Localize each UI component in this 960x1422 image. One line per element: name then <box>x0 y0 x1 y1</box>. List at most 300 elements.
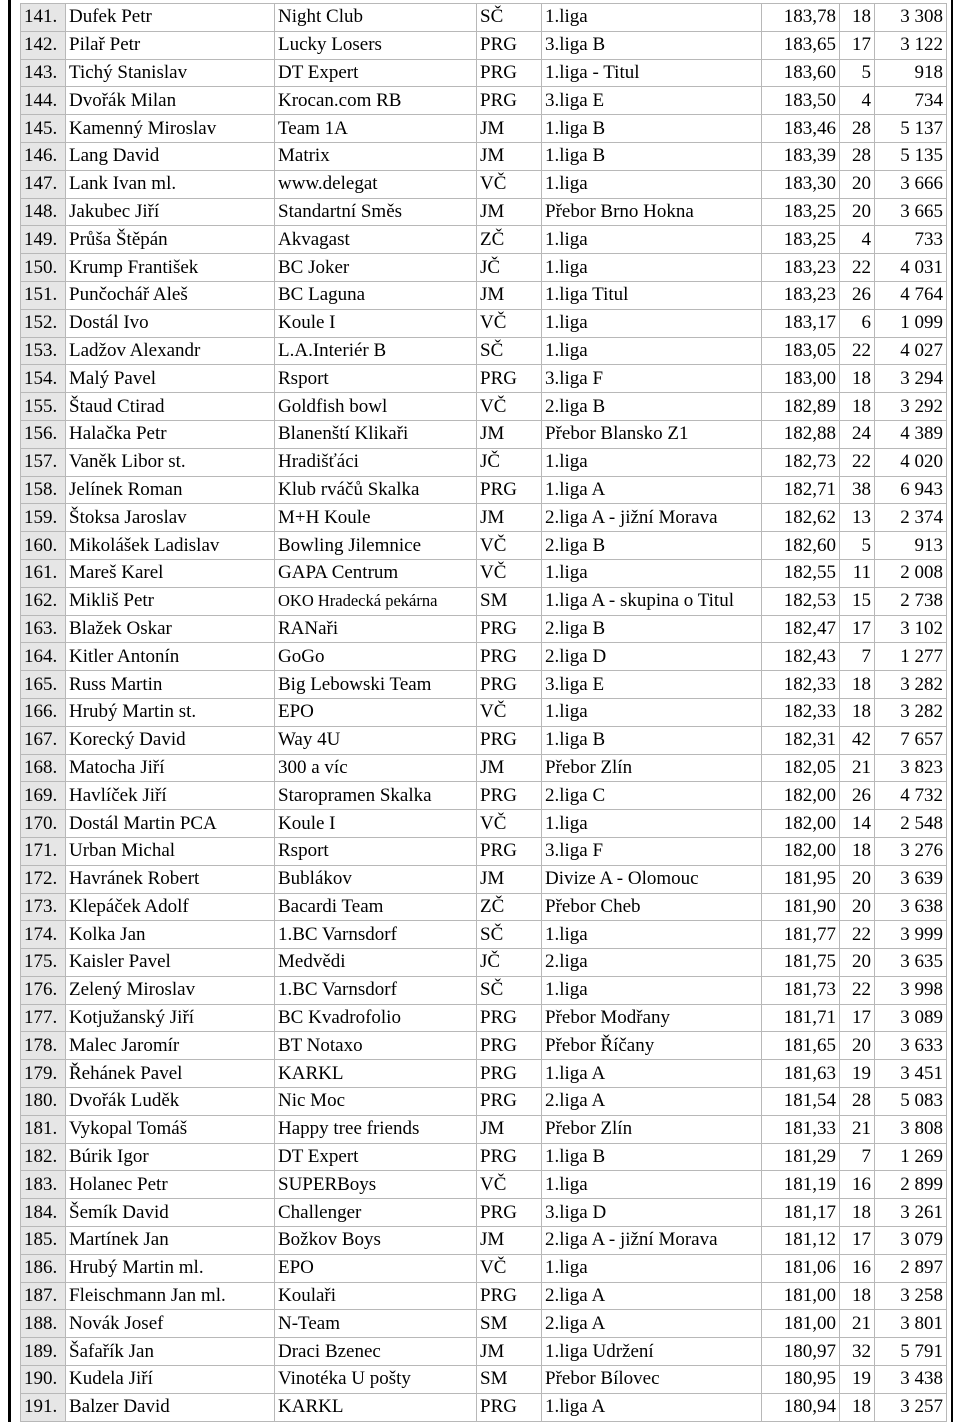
average-cell: 181,75 <box>762 949 840 977</box>
club-cell: Bacardi Team <box>275 893 477 921</box>
average-cell: 183,17 <box>762 309 840 337</box>
average-cell: 182,47 <box>762 615 840 643</box>
average-cell: 182,33 <box>762 698 840 726</box>
player-name-cell: Vaněk Libor st. <box>66 448 275 476</box>
table-row <box>21 671 947 699</box>
average-cell: 181,90 <box>762 893 840 921</box>
table-row <box>21 309 947 337</box>
total-score-cell: 2 738 <box>875 587 947 615</box>
rank-cell: 175. <box>21 949 66 977</box>
rank-cell: 166. <box>21 698 66 726</box>
player-name-cell: Pilař Petr <box>66 31 275 59</box>
games-count-cell: 22 <box>840 921 875 949</box>
table-row <box>21 921 947 949</box>
region-cell: SM <box>477 1310 542 1338</box>
total-score-cell: 3 261 <box>875 1199 947 1227</box>
club-cell: Matrix <box>275 142 477 170</box>
player-name-cell: Hrubý Martin st. <box>66 698 275 726</box>
player-name-cell: Řehánek Pavel <box>66 1060 275 1088</box>
rank-cell: 170. <box>21 810 66 838</box>
region-cell: JM <box>477 142 542 170</box>
table-row <box>21 254 947 282</box>
region-cell: VČ <box>477 393 542 421</box>
rank-cell: 159. <box>21 504 66 532</box>
average-cell: 183,78 <box>762 4 840 32</box>
table-row <box>21 1366 947 1394</box>
region-cell: PRG <box>477 1393 542 1421</box>
games-count-cell: 14 <box>840 810 875 838</box>
total-score-cell: 3 808 <box>875 1115 947 1143</box>
total-score-cell: 5 135 <box>875 142 947 170</box>
rank-cell: 174. <box>21 921 66 949</box>
games-count-cell: 11 <box>840 559 875 587</box>
league-cell: Přebor Bílovec <box>542 1366 762 1394</box>
table-row <box>21 115 947 143</box>
total-score-cell: 3 257 <box>875 1393 947 1421</box>
region-cell: VČ <box>477 698 542 726</box>
table-row <box>21 587 947 615</box>
total-score-cell: 2 008 <box>875 559 947 587</box>
table-row <box>21 504 947 532</box>
games-count-cell: 28 <box>840 142 875 170</box>
region-cell: JM <box>477 115 542 143</box>
games-count-cell: 18 <box>840 1393 875 1421</box>
club-cell: KARKL <box>275 1060 477 1088</box>
games-count-cell: 32 <box>840 1338 875 1366</box>
rank-cell: 152. <box>21 309 66 337</box>
player-name-cell: Kaisler Pavel <box>66 949 275 977</box>
player-name-cell: Malý Pavel <box>66 365 275 393</box>
club-cell: www.delegat <box>275 170 477 198</box>
region-cell: JM <box>477 1338 542 1366</box>
average-cell: 181,06 <box>762 1254 840 1282</box>
club-cell: OKO Hradecká pekárna <box>275 587 477 615</box>
league-cell: Přebor Modřany <box>542 1004 762 1032</box>
league-cell: 3.liga E <box>542 671 762 699</box>
club-cell: Standartní Směs <box>275 198 477 226</box>
rank-cell: 156. <box>21 420 66 448</box>
table-row <box>21 1171 947 1199</box>
club-cell: Klub rváčů Skalka <box>275 476 477 504</box>
club-cell: Big Lebowski Team <box>275 671 477 699</box>
player-name-cell: Holanec Petr <box>66 1171 275 1199</box>
club-cell: GoGo <box>275 643 477 671</box>
table-row <box>21 865 947 893</box>
table-row <box>21 476 947 504</box>
games-count-cell: 5 <box>840 532 875 560</box>
total-score-cell: 4 031 <box>875 254 947 282</box>
total-score-cell: 3 122 <box>875 31 947 59</box>
player-name-cell: Lank Ivan ml. <box>66 170 275 198</box>
average-cell: 181,12 <box>762 1227 840 1255</box>
average-cell: 181,73 <box>762 976 840 1004</box>
player-name-cell: Klepáček Adolf <box>66 893 275 921</box>
total-score-cell: 3 999 <box>875 921 947 949</box>
games-count-cell: 5 <box>840 59 875 87</box>
club-cell: Vinotéka U pošty <box>275 1366 477 1394</box>
club-cell: BC Laguna <box>275 281 477 309</box>
table-row <box>21 365 947 393</box>
region-cell: VČ <box>477 309 542 337</box>
rank-cell: 176. <box>21 976 66 1004</box>
region-cell: JČ <box>477 254 542 282</box>
region-cell: ZČ <box>477 893 542 921</box>
average-cell: 183,50 <box>762 87 840 115</box>
table-row <box>21 532 947 560</box>
table-row <box>21 393 947 421</box>
rank-cell: 144. <box>21 87 66 115</box>
club-cell: BC Joker <box>275 254 477 282</box>
ranking-table <box>20 3 947 1422</box>
league-cell: 1.liga <box>542 226 762 254</box>
league-cell: Přebor Zlín <box>542 754 762 782</box>
table-row <box>21 337 947 365</box>
club-cell: Božkov Boys <box>275 1227 477 1255</box>
table-row <box>21 281 947 309</box>
games-count-cell: 24 <box>840 420 875 448</box>
table-row <box>21 1254 947 1282</box>
player-name-cell: Punčochář Aleš <box>66 281 275 309</box>
total-score-cell: 2 899 <box>875 1171 947 1199</box>
table-row <box>21 1032 947 1060</box>
total-score-cell: 7 657 <box>875 726 947 754</box>
games-count-cell: 13 <box>840 504 875 532</box>
club-cell: Bowling Jilemnice <box>275 532 477 560</box>
player-name-cell: Průša Štěpán <box>66 226 275 254</box>
league-cell: Přebor Blansko Z1 <box>542 420 762 448</box>
player-name-cell: Havránek Robert <box>66 865 275 893</box>
total-score-cell: 1 269 <box>875 1143 947 1171</box>
rank-cell: 150. <box>21 254 66 282</box>
player-name-cell: Štaud Ctirad <box>66 393 275 421</box>
average-cell: 181,95 <box>762 865 840 893</box>
table-row <box>21 949 947 977</box>
table-row <box>21 1227 947 1255</box>
average-cell: 181,77 <box>762 921 840 949</box>
games-count-cell: 26 <box>840 281 875 309</box>
player-name-cell: Malec Jaromír <box>66 1032 275 1060</box>
rank-cell: 188. <box>21 1310 66 1338</box>
table-row <box>21 142 947 170</box>
games-count-cell: 22 <box>840 448 875 476</box>
league-cell: 2.liga B <box>542 393 762 421</box>
region-cell: VČ <box>477 170 542 198</box>
games-count-cell: 26 <box>840 782 875 810</box>
total-score-cell: 3 102 <box>875 615 947 643</box>
region-cell: PRG <box>477 31 542 59</box>
average-cell: 182,88 <box>762 420 840 448</box>
rank-cell: 177. <box>21 1004 66 1032</box>
club-cell: Team 1A <box>275 115 477 143</box>
table-row <box>21 4 947 32</box>
league-cell: 1.liga B <box>542 1143 762 1171</box>
player-name-cell: Martínek Jan <box>66 1227 275 1255</box>
table-row <box>21 559 947 587</box>
region-cell: VČ <box>477 559 542 587</box>
table-row <box>21 1004 947 1032</box>
rank-cell: 187. <box>21 1282 66 1310</box>
league-cell: 1.liga <box>542 976 762 1004</box>
average-cell: 183,39 <box>762 142 840 170</box>
region-cell: PRG <box>477 615 542 643</box>
player-name-cell: Novák Josef <box>66 1310 275 1338</box>
league-cell: 1.liga - Titul <box>542 59 762 87</box>
rank-cell: 163. <box>21 615 66 643</box>
club-cell: Goldfish bowl <box>275 393 477 421</box>
total-score-cell: 5 791 <box>875 1338 947 1366</box>
games-count-cell: 17 <box>840 615 875 643</box>
league-cell: Přebor Brno Hokna <box>542 198 762 226</box>
player-name-cell: Zelený Miroslav <box>66 976 275 1004</box>
rank-cell: 172. <box>21 865 66 893</box>
total-score-cell: 2 548 <box>875 810 947 838</box>
total-score-cell: 2 374 <box>875 504 947 532</box>
total-score-cell: 3 258 <box>875 1282 947 1310</box>
player-name-cell: Búrik Igor <box>66 1143 275 1171</box>
games-count-cell: 20 <box>840 1032 875 1060</box>
player-name-cell: Šafařík Jan <box>66 1338 275 1366</box>
league-cell: 3.liga D <box>542 1199 762 1227</box>
average-cell: 181,29 <box>762 1143 840 1171</box>
total-score-cell: 3 089 <box>875 1004 947 1032</box>
total-score-cell: 3 666 <box>875 170 947 198</box>
average-cell: 181,33 <box>762 1115 840 1143</box>
player-name-cell: Halačka Petr <box>66 420 275 448</box>
total-score-cell: 3 665 <box>875 198 947 226</box>
league-cell: 1.liga <box>542 448 762 476</box>
total-score-cell: 4 027 <box>875 337 947 365</box>
total-score-cell: 1 277 <box>875 643 947 671</box>
average-cell: 182,53 <box>762 587 840 615</box>
club-cell: Staropramen Skalka <box>275 782 477 810</box>
average-cell: 182,43 <box>762 643 840 671</box>
rank-cell: 161. <box>21 559 66 587</box>
league-cell: Přebor Zlín <box>542 1115 762 1143</box>
rank-cell: 168. <box>21 754 66 782</box>
region-cell: SČ <box>477 921 542 949</box>
average-cell: 182,00 <box>762 810 840 838</box>
rank-cell: 182. <box>21 1143 66 1171</box>
games-count-cell: 28 <box>840 115 875 143</box>
average-cell: 181,19 <box>762 1171 840 1199</box>
region-cell: PRG <box>477 59 542 87</box>
games-count-cell: 4 <box>840 87 875 115</box>
club-cell: 300 a víc <box>275 754 477 782</box>
table-row <box>21 198 947 226</box>
league-cell: Divize A - Olomouc <box>542 865 762 893</box>
total-score-cell: 734 <box>875 87 947 115</box>
table-row <box>21 1310 947 1338</box>
league-cell: 1.liga B <box>542 726 762 754</box>
player-name-cell: Balzer David <box>66 1393 275 1421</box>
average-cell: 183,23 <box>762 281 840 309</box>
rank-cell: 162. <box>21 587 66 615</box>
league-cell: 1.liga <box>542 698 762 726</box>
average-cell: 181,54 <box>762 1088 840 1116</box>
total-score-cell: 3 998 <box>875 976 947 1004</box>
games-count-cell: 16 <box>840 1254 875 1282</box>
average-cell: 182,55 <box>762 559 840 587</box>
games-count-cell: 22 <box>840 976 875 1004</box>
table-row <box>21 893 947 921</box>
player-name-cell: Štoksa Jaroslav <box>66 504 275 532</box>
games-count-cell: 17 <box>840 31 875 59</box>
games-count-cell: 19 <box>840 1366 875 1394</box>
league-cell: 1.liga B <box>542 115 762 143</box>
total-score-cell: 5 137 <box>875 115 947 143</box>
rank-cell: 179. <box>21 1060 66 1088</box>
club-cell: KARKL <box>275 1393 477 1421</box>
player-name-cell: Dostál Martin PCA <box>66 810 275 838</box>
player-name-cell: Dostál Ivo <box>66 309 275 337</box>
league-cell: Přebor Cheb <box>542 893 762 921</box>
rank-cell: 189. <box>21 1338 66 1366</box>
club-cell: GAPA Centrum <box>275 559 477 587</box>
total-score-cell: 4 732 <box>875 782 947 810</box>
region-cell: VČ <box>477 1254 542 1282</box>
league-cell: 1.liga <box>542 4 762 32</box>
average-cell: 182,33 <box>762 671 840 699</box>
total-score-cell: 918 <box>875 59 947 87</box>
player-name-cell: Havlíček Jiří <box>66 782 275 810</box>
region-cell: SM <box>477 587 542 615</box>
games-count-cell: 20 <box>840 949 875 977</box>
rank-cell: 148. <box>21 198 66 226</box>
league-cell: 3.liga B <box>542 31 762 59</box>
average-cell: 180,94 <box>762 1393 840 1421</box>
table-row <box>21 1060 947 1088</box>
table-row <box>21 31 947 59</box>
league-cell: 1.liga <box>542 810 762 838</box>
average-cell: 182,00 <box>762 837 840 865</box>
rank-cell: 143. <box>21 59 66 87</box>
league-cell: 1.liga A <box>542 1060 762 1088</box>
rank-cell: 183. <box>21 1171 66 1199</box>
table-row <box>21 643 947 671</box>
club-cell: 1.BC Varnsdorf <box>275 976 477 1004</box>
league-cell: 1.liga <box>542 170 762 198</box>
rank-cell: 184. <box>21 1199 66 1227</box>
region-cell: PRG <box>477 1199 542 1227</box>
region-cell: JM <box>477 754 542 782</box>
player-name-cell: Urban Michal <box>66 837 275 865</box>
rank-cell: 173. <box>21 893 66 921</box>
total-score-cell: 6 943 <box>875 476 947 504</box>
average-cell: 182,71 <box>762 476 840 504</box>
average-cell: 181,17 <box>762 1199 840 1227</box>
player-name-cell: Tichý Stanislav <box>66 59 275 87</box>
rank-cell: 169. <box>21 782 66 810</box>
average-cell: 183,25 <box>762 198 840 226</box>
rank-cell: 142. <box>21 31 66 59</box>
club-cell: SUPERBoys <box>275 1171 477 1199</box>
player-name-cell: Korecký David <box>66 726 275 754</box>
rank-cell: 190. <box>21 1366 66 1394</box>
region-cell: PRG <box>477 87 542 115</box>
region-cell: SČ <box>477 337 542 365</box>
total-score-cell: 4 764 <box>875 281 947 309</box>
player-name-cell: Ladžov Alexandr <box>66 337 275 365</box>
table-row <box>21 170 947 198</box>
games-count-cell: 20 <box>840 865 875 893</box>
total-score-cell: 3 438 <box>875 1366 947 1394</box>
club-cell: Krocan.com RB <box>275 87 477 115</box>
rank-cell: 146. <box>21 142 66 170</box>
region-cell: PRG <box>477 1282 542 1310</box>
club-cell: Koulaři <box>275 1282 477 1310</box>
games-count-cell: 42 <box>840 726 875 754</box>
games-count-cell: 18 <box>840 4 875 32</box>
league-cell: 1.liga <box>542 309 762 337</box>
league-cell: 1.liga Udržení <box>542 1338 762 1366</box>
region-cell: JM <box>477 420 542 448</box>
average-cell: 183,25 <box>762 226 840 254</box>
league-cell: 1.liga <box>542 921 762 949</box>
table-row <box>21 976 947 1004</box>
club-cell: Draci Bzenec <box>275 1338 477 1366</box>
league-cell: 2.liga C <box>542 782 762 810</box>
games-count-cell: 15 <box>840 587 875 615</box>
table-row <box>21 698 947 726</box>
games-count-cell: 20 <box>840 170 875 198</box>
rank-cell: 157. <box>21 448 66 476</box>
player-name-cell: Mikliš Petr <box>66 587 275 615</box>
total-score-cell: 2 897 <box>875 1254 947 1282</box>
player-name-cell: Blažek Oskar <box>66 615 275 643</box>
rank-cell: 147. <box>21 170 66 198</box>
total-score-cell: 1 099 <box>875 309 947 337</box>
club-cell: L.A.Interiér B <box>275 337 477 365</box>
table-row <box>21 726 947 754</box>
player-name-cell: Mikolášek Ladislav <box>66 532 275 560</box>
games-count-cell: 16 <box>840 1171 875 1199</box>
rank-cell: 155. <box>21 393 66 421</box>
average-cell: 181,00 <box>762 1310 840 1338</box>
club-cell: Koule I <box>275 309 477 337</box>
league-cell: 1.liga <box>542 1254 762 1282</box>
league-cell: 3.liga F <box>542 837 762 865</box>
games-count-cell: 38 <box>840 476 875 504</box>
table-row <box>21 810 947 838</box>
average-cell: 182,62 <box>762 504 840 532</box>
games-count-cell: 28 <box>840 1088 875 1116</box>
player-name-cell: Mareš Karel <box>66 559 275 587</box>
rank-cell: 164. <box>21 643 66 671</box>
league-cell: 2.liga A - jižní Morava <box>542 504 762 532</box>
league-cell: 1.liga <box>542 337 762 365</box>
region-cell: JM <box>477 504 542 532</box>
region-cell: PRG <box>477 671 542 699</box>
table-row <box>21 1115 947 1143</box>
total-score-cell: 913 <box>875 532 947 560</box>
league-cell: 2.liga <box>542 949 762 977</box>
average-cell: 180,95 <box>762 1366 840 1394</box>
player-name-cell: Dvořák Luděk <box>66 1088 275 1116</box>
league-cell: 2.liga B <box>542 532 762 560</box>
games-count-cell: 21 <box>840 1115 875 1143</box>
player-name-cell: Kudela Jiří <box>66 1366 275 1394</box>
total-score-cell: 4 389 <box>875 420 947 448</box>
total-score-cell: 3 292 <box>875 393 947 421</box>
region-cell: JM <box>477 1227 542 1255</box>
region-cell: PRG <box>477 1032 542 1060</box>
league-cell: 2.liga D <box>542 643 762 671</box>
region-cell: PRG <box>477 726 542 754</box>
table-row <box>21 420 947 448</box>
left-border-line <box>8 0 11 1422</box>
club-cell: Challenger <box>275 1199 477 1227</box>
total-score-cell: 3 635 <box>875 949 947 977</box>
